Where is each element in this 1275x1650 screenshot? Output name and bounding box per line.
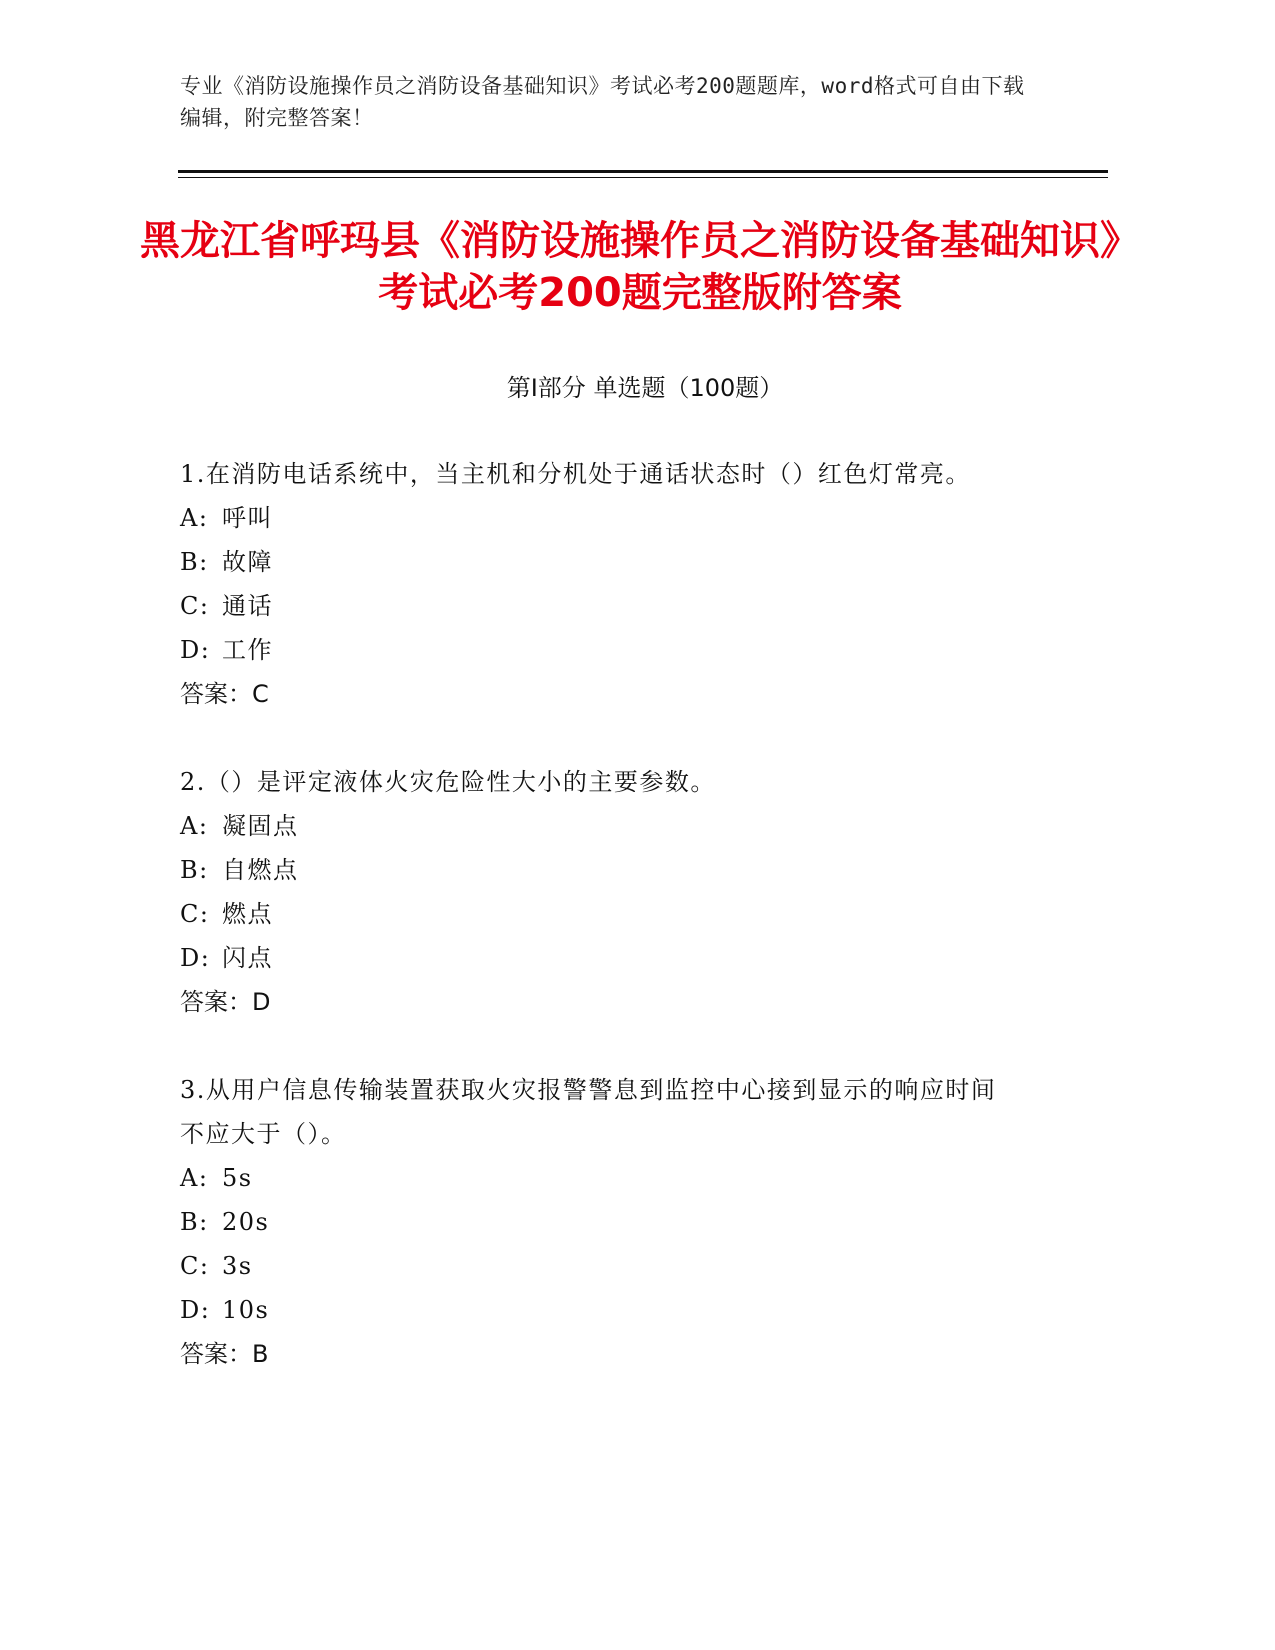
option-key: A: xyxy=(180,1164,209,1192)
option-d xyxy=(180,628,1020,672)
option-text: 10s xyxy=(222,1296,270,1324)
option-c xyxy=(180,892,1020,936)
option-b xyxy=(180,848,1020,892)
option-text: 凝固点 xyxy=(222,812,299,840)
question-stem: 2.（）是评定液体火灾危险性大小的主要参数。 xyxy=(180,768,716,796)
question-item xyxy=(180,452,1020,716)
option-a xyxy=(180,496,1020,540)
option-key: B: xyxy=(180,856,209,884)
option-text: 3s xyxy=(222,1252,253,1280)
question-stem: 1.在消防电话系统中，当主机和分机处于通话状态时（）红色灯常亮。 xyxy=(180,460,971,488)
option-a xyxy=(180,804,1020,848)
option-text: 5s xyxy=(222,1164,253,1192)
option-text: 燃点 xyxy=(222,900,273,928)
question-item xyxy=(180,760,1020,1024)
option-d xyxy=(180,936,1020,980)
question-item xyxy=(180,1068,1020,1376)
option-key: D: xyxy=(180,944,211,972)
document-title: 黑龙江省呼玛县《消防设施操作员之消防设备基础知识》考试必考200题完整版附答案 xyxy=(140,218,1140,316)
option-d xyxy=(180,1288,1020,1332)
option-text: 故障 xyxy=(222,548,273,576)
answer-line: 答案：D xyxy=(180,988,271,1016)
option-b xyxy=(180,1200,1020,1244)
option-key: A: xyxy=(180,504,209,532)
option-a xyxy=(180,1156,1020,1200)
option-key: D: xyxy=(180,1296,211,1324)
option-c xyxy=(180,1244,1020,1288)
header-note: 专业《消防设施操作员之消防设备基础知识》考试必考200题题库，word格式可自由下载编辑，附完整答案！ xyxy=(180,74,1025,130)
option-key: C: xyxy=(180,1252,210,1280)
option-key: C: xyxy=(180,900,210,928)
question-list xyxy=(180,452,1020,1420)
option-text: 工作 xyxy=(222,636,273,664)
option-b xyxy=(180,540,1020,584)
option-text: 呼叫 xyxy=(222,504,273,532)
answer-line: 答案：C xyxy=(180,680,269,708)
header-rule-thin xyxy=(178,177,1108,178)
option-text: 闪点 xyxy=(222,944,273,972)
option-key: B: xyxy=(180,1208,209,1236)
option-key: C: xyxy=(180,592,210,620)
option-text: 通话 xyxy=(222,592,273,620)
header-rule-thick xyxy=(178,170,1108,173)
option-text: 20s xyxy=(222,1208,270,1236)
option-c xyxy=(180,584,1020,628)
answer-line: 答案：B xyxy=(180,1340,269,1368)
option-key: A: xyxy=(180,812,209,840)
section-title: 第Ⅰ部分 单选题（100题） xyxy=(506,374,784,402)
option-key: B: xyxy=(180,548,209,576)
option-text: 自燃点 xyxy=(222,856,299,884)
question-stem: 3.从用户信息传输装置获取火灾报警警息到监控中心接到显示的响应时间不应大于（）。 xyxy=(180,1076,997,1148)
option-key: D: xyxy=(180,636,211,664)
